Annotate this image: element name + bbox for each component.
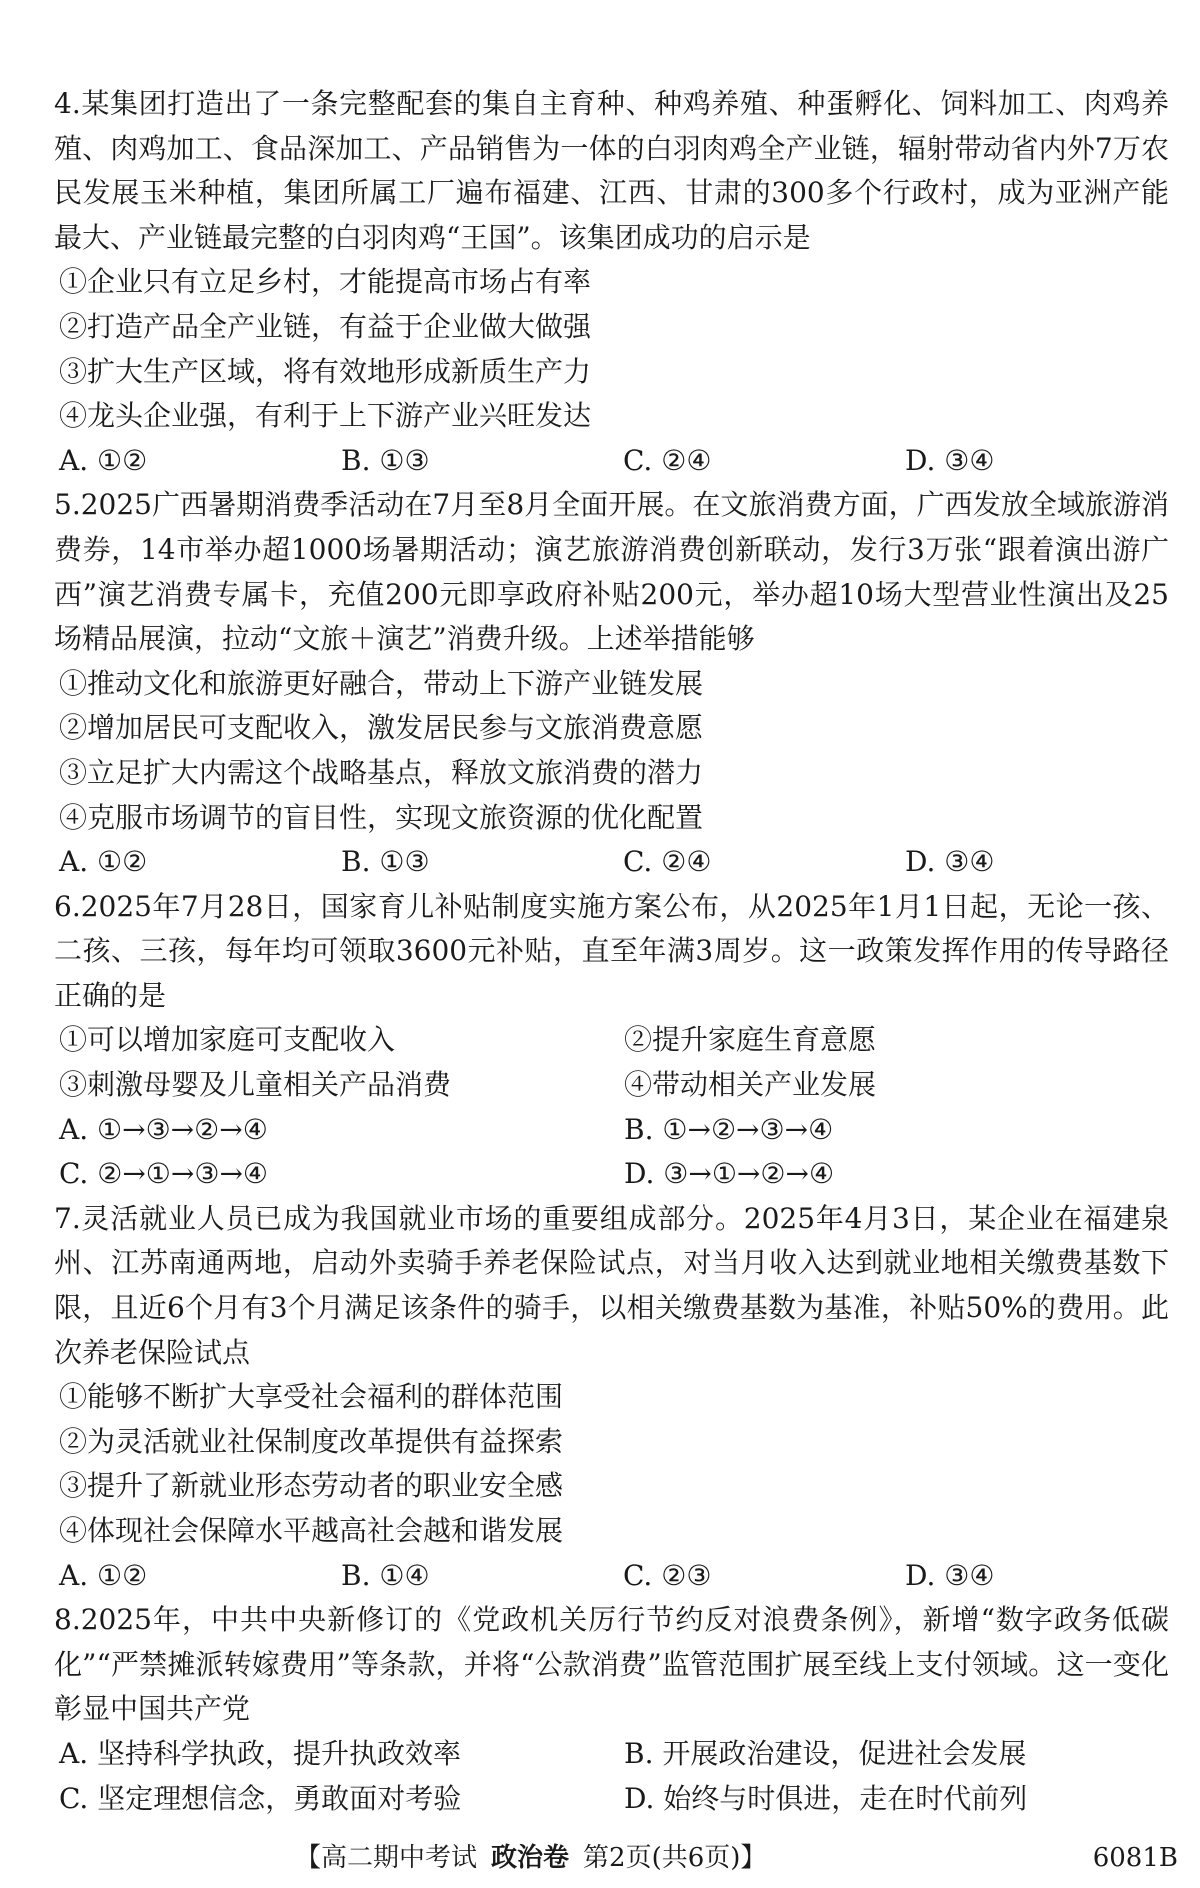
statement: ④龙头企业强，有利于上下游产业兴旺发达 xyxy=(59,399,592,433)
option-c[interactable]: C. ②④ xyxy=(623,443,712,477)
statement: ②为灵活就业社保制度改革提供有益探索 xyxy=(59,1424,564,1458)
statement: ③扩大生产区域，将有效地形成新质生产力 xyxy=(59,354,592,388)
footer-exam-name: 【高二期中考试 xyxy=(295,1843,478,1873)
statement: ③刺激母婴及儿童相关产品消费 xyxy=(59,1068,452,1102)
footer-title xyxy=(295,1838,895,1878)
question-4 xyxy=(54,82,1169,483)
option-c[interactable]: C. 坚定理想信念，勇敢面对考验 xyxy=(59,1781,462,1815)
question-stem xyxy=(54,1197,1169,1375)
option-a[interactable]: A. ①② xyxy=(59,1558,148,1592)
question-number: 7. xyxy=(54,1201,81,1235)
question-stem xyxy=(54,885,1169,1019)
statement: ①企业只有立足乡村，才能提高市场占有率 xyxy=(59,265,592,299)
statement: ③立足扩大内需这个战略基点，释放文旅消费的潜力 xyxy=(59,755,704,789)
statement: ④克服市场调节的盲目性，实现文旅资源的优化配置 xyxy=(59,800,704,834)
option-b[interactable]: B. ①→②→③→④ xyxy=(624,1112,834,1146)
option-a[interactable]: A. 坚持科学执政，提升执政效率 xyxy=(59,1736,462,1770)
statement: ④体现社会保障水平越高社会越和谐发展 xyxy=(59,1514,564,1547)
option-a[interactable]: A. ①→③→②→④ xyxy=(59,1112,268,1146)
option-b[interactable]: B. ①④ xyxy=(341,1558,430,1592)
statements-grid xyxy=(54,1018,1169,1107)
option-d[interactable]: D. ③→①→②→④ xyxy=(624,1157,835,1191)
answer-options xyxy=(54,840,1169,885)
footer-code: 6081B xyxy=(1092,1843,1178,1873)
answer-options xyxy=(54,1554,1169,1599)
option-d[interactable]: D. ③④ xyxy=(905,443,995,477)
page-footer xyxy=(0,1838,1200,1878)
footer-page-number: 第2页(共6页)】 xyxy=(583,1843,767,1873)
statement: ②增加居民可支配收入，激发居民参与文旅消费意愿 xyxy=(59,711,704,745)
question-text: 2025广西暑期消费季活动在7月至8月全面开展。在文旅消费方面，广西发放全域旅游消费券，14市举办超1000场暑期活动；演艺旅游消费创新联动，发行3万张“跟着演出游广西”演艺消费专属卡，充值200元即享政府补贴200元，举办超10场大型营业性演出及25场精品展演，拉动“文旅＋演艺”消费升级。上述举措能够 xyxy=(54,488,1169,656)
answer-options xyxy=(54,1108,1169,1197)
option-c[interactable]: C. ②④ xyxy=(623,845,712,879)
question-number: 5. xyxy=(54,488,81,522)
question-8 xyxy=(54,1598,1169,1821)
answer-options xyxy=(54,439,1169,484)
option-b[interactable]: B. ①③ xyxy=(341,443,430,477)
question-number: 6. xyxy=(54,889,81,923)
question-stem xyxy=(54,1598,1169,1732)
question-stem xyxy=(54,483,1169,661)
question-number: 4. xyxy=(54,87,81,120)
question-stem xyxy=(54,82,1169,260)
question-text: 2025年，中共中央新修订的《党政机关厉行节约反对浪费条例》，新增“数字政务低碳化”“严禁摊派转嫁费用”等条款，并将“公款消费”监管范围扩展至线上支付领域。这一变化彰显中国共产党 xyxy=(54,1603,1169,1726)
statement: ③提升了新就业形态劳动者的职业安全感 xyxy=(59,1469,564,1503)
statement: ①可以增加家庭可支配收入 xyxy=(59,1023,396,1057)
question-text: 2025年7月28日，国家育儿补贴制度实施方案公布，从2025年1月1日起，无论一孩、二孩、三孩，每年均可领取3600元补贴，直至年满3周岁。这一政策发挥作用的传导路径正确的是 xyxy=(54,889,1169,1012)
option-c[interactable]: C. ②→①→③→④ xyxy=(59,1157,269,1191)
option-d[interactable]: D. ③④ xyxy=(905,845,995,879)
question-6 xyxy=(54,885,1169,1197)
question-number: 8. xyxy=(54,1603,81,1637)
option-d[interactable]: D. 始终与时俱进，走在时代前列 xyxy=(624,1781,1028,1815)
statement: ②打造产品全产业链，有益于企业做大做强 xyxy=(59,309,592,343)
questions-container xyxy=(54,82,1169,1821)
option-a[interactable]: A. ①② xyxy=(59,443,148,477)
option-b[interactable]: B. 开展政治建设，促进社会发展 xyxy=(624,1736,1027,1770)
footer-subject: 政治卷 xyxy=(491,1843,570,1873)
statement: ①推动文化和旅游更好融合，带动上下游产业链发展 xyxy=(59,666,704,700)
statement: ④带动相关产业发展 xyxy=(624,1068,877,1102)
option-b[interactable]: B. ①③ xyxy=(341,845,430,879)
statement: ②提升家庭生育意愿 xyxy=(624,1023,877,1057)
answer-options xyxy=(54,1732,1169,1821)
question-text: 某集团打造出了一条完整配套的集自主育种、种鸡养殖、种蛋孵化、饲料加工、肉鸡养殖、肉鸡加工、食品深加工、产品销售为一体的白羽肉鸡全产业链，辐射带动省内外7万农民发展玉米种植，集团所属工厂遍布福建、江西、甘肃的300多个行政村，成为亚洲产能最大、产业链最完整的白羽肉鸡“王国”。该集团成功的启示是 xyxy=(54,87,1169,254)
question-7 xyxy=(54,1197,1169,1598)
option-d[interactable]: D. ③④ xyxy=(905,1558,995,1592)
option-c[interactable]: C. ②③ xyxy=(623,1558,712,1592)
statement: ①能够不断扩大享受社会福利的群体范围 xyxy=(59,1380,564,1414)
question-text: 灵活就业人员已成为我国就业市场的重要组成部分。2025年4月3日，某企业在福建泉州、江苏南通两地，启动外卖骑手养老保险试点，对当月收入达到就业地相关缴费基数下限，且近6个月有3个月满足该条件的骑手，以相关缴费基数为基准，补贴50%的费用。此次养老保险试点 xyxy=(54,1201,1169,1369)
option-a[interactable]: A. ①② xyxy=(59,845,148,879)
question-5 xyxy=(54,483,1169,884)
